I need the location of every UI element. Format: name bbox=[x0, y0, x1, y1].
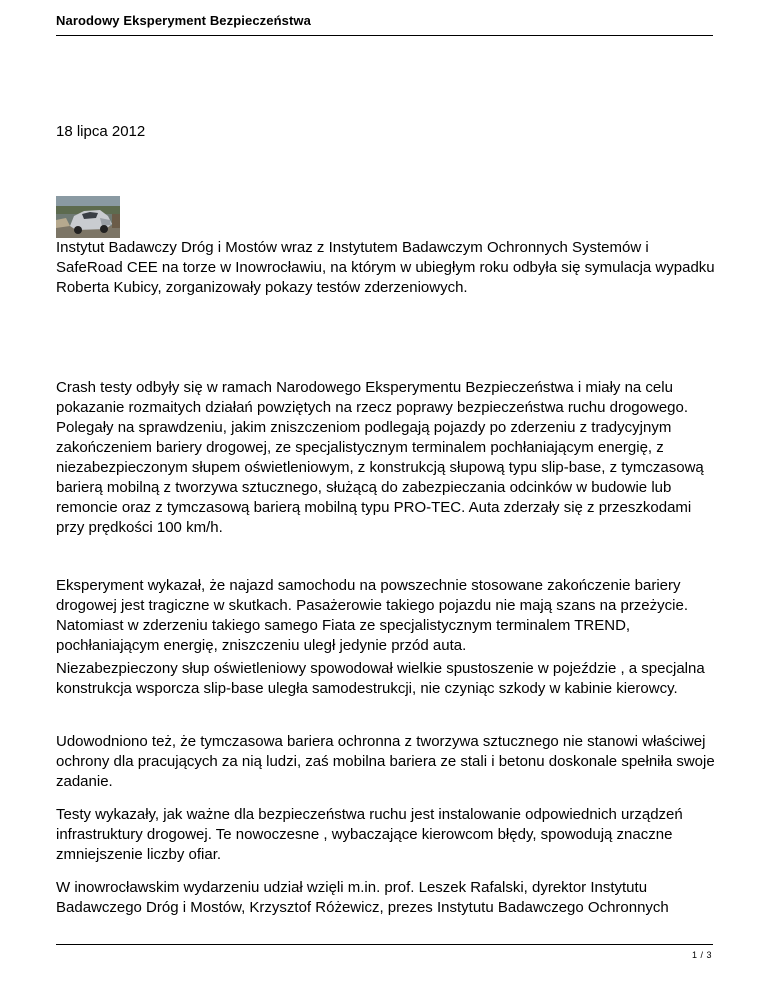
paragraph-infrastructure: Testy wykazały, jak ważne dla bezpieczeństwa ruchu jest instalowanie odpowiednich urządzeń infrastruktury drogowej. Te nowoczesne , wybaczające kierowcom błędy, spowodują znaczne zmniejszenie liczby ofiar. bbox=[56, 806, 683, 863]
article-date: 18 lipca 2012 bbox=[56, 123, 146, 140]
header-divider bbox=[56, 35, 713, 36]
paragraph-intro: Instytut Badawczy Dróg i Mostów wraz z Instytutem Badawczym Ochronnych Systemów i SafeRoad CEE na torze w Inowrocławiu, na którym w ubiegłym roku odbyła się symulacja wypadku Roberta Kubicy, zorganizowały pokazy testów zderzeniowych. bbox=[56, 239, 715, 296]
footer-divider bbox=[56, 944, 713, 945]
document-title: Narodowy Eksperyment Bezpieczeństwa bbox=[56, 13, 311, 28]
paragraph-participants: W inowrocławskim wydarzeniu udział wzięli m.in. prof. Leszek Rafalski, dyrektor Instytutu Badawczego Dróg i Mostów, Krzysztof Różewicz, prezes Instytutu Badawczego Ochronnych bbox=[56, 879, 669, 916]
crash-test-photo bbox=[56, 196, 120, 238]
paragraph-crash-tests: Crash testy odbyły się w ramach Narodowego Eksperymentu Bezpieczeństwa i miały na celu pokazanie rozmaitych działań powziętych na rzecz poprawy bezpieczeństwa ruchu drogowego. Polegały na sprawdzeniu, jakim zniszczeniom podlegają pojazdy po zderzeniu z tradycyjnym zakończeniem bariery drogowej, ze specjalistycznym terminalem pochłaniającym energię, z niezabezpieczonym słupem oświetleniowym, z konstrukcją słupową typu slip-base, z tymczasową barierą mobilną z tworzywa sztucznego, służącą do zabezpieczania odcinków w budowie lub remoncie oraz z tymczasową barierą mobilną typu PRO-TEC. Auta zderzały się z przeszkodami przy prędkości 100 km/h. bbox=[56, 379, 704, 536]
paragraph-temporary-barrier: Udowodniono też, że tymczasowa bariera ochronna z tworzywa sztucznego nie stanowi właściwej ochrony dla pracujących za nią ludzi, zaś mobilna bariera ze stali i betonu doskonale spełniła swoje zadanie. bbox=[56, 733, 715, 790]
paragraph-experiment-results: Eksperyment wykazał, że najazd samochodu na powszechnie stosowane zakończenie bariery drogowej jest tragiczne w skutkach. Pasażerowie takiego pojazdu nie mają szans na przeżycie. Natomiast w zderzeniu takiego samego Fiata ze specjalistycznym terminalem TREND, pochłaniającym energię, zniszczeniu uległ jedynie przód auta. bbox=[56, 577, 688, 654]
page-number: 1 / 3 bbox=[691, 950, 712, 960]
paragraph-lighting-pole: Niezabezpieczony słup oświetleniowy spowodował wielkie spustoszenie w pojeździe , a specjalna konstrukcja wsporcza slip-base uległa samodestrukcji, nie czyniąc szkody w kabinie kierowcy. bbox=[56, 660, 705, 697]
